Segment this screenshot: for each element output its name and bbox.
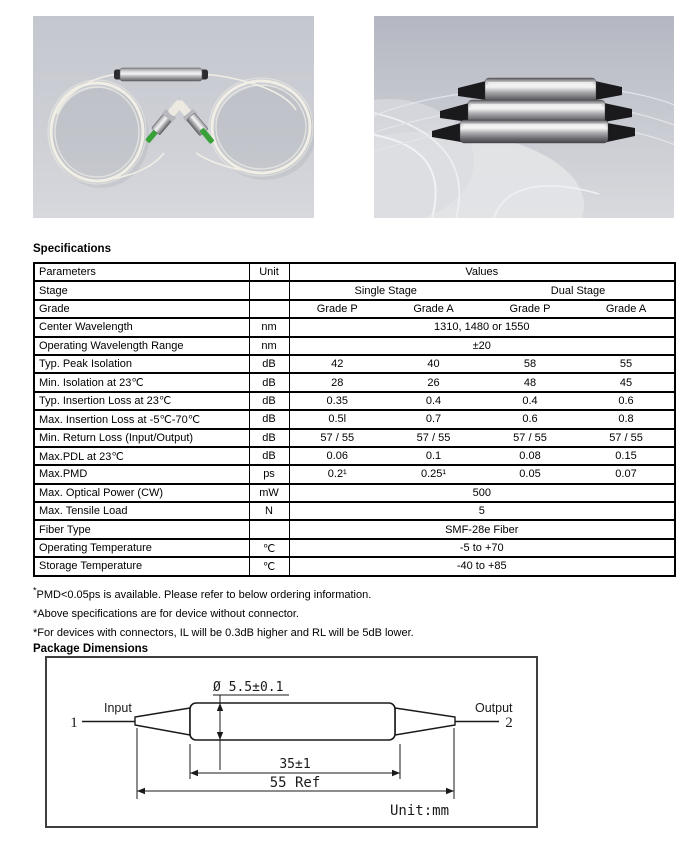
table-row [34, 539, 675, 557]
table-row [34, 447, 675, 465]
port-2-label: 2 [505, 715, 513, 731]
isolator-cylinder-bottom [432, 120, 635, 143]
param-cell: Max. Optical Power (CW) [34, 484, 249, 502]
product-photo-isolator-group [374, 16, 674, 218]
table-row [34, 502, 675, 520]
unit-cell: dB [249, 392, 289, 410]
grade-cell: Grade A [385, 300, 482, 318]
table-row-header [34, 263, 675, 281]
value-cell: 0.8 [578, 410, 675, 428]
value-cell: 42 [289, 355, 385, 373]
value-cell: 0.25¹ [385, 465, 482, 483]
table-row [34, 484, 675, 502]
value-cell: 28 [289, 373, 385, 391]
param-cell: Min. Isolation at 23℃ [34, 373, 249, 391]
footnote-marker: * [33, 585, 37, 596]
single-isolator-photo-graphic [33, 16, 314, 218]
param-cell: Center Wavelength [34, 318, 249, 336]
dimension-diagram [47, 658, 536, 826]
stage-single-cell: Single Stage [289, 281, 482, 299]
unit-cell: dB [249, 373, 289, 391]
value-cell: 57 / 55 [482, 429, 578, 447]
param-cell: Max. Insertion Loss at -5℃-70℃ [34, 410, 249, 428]
output-label: Output [475, 701, 513, 715]
port-1-label: 1 [70, 715, 78, 731]
value-cell: -5 to +70 [289, 539, 675, 557]
value-cell: 0.06 [289, 447, 385, 465]
value-cell: 58 [482, 355, 578, 373]
unit-cell: dB [249, 429, 289, 447]
param-cell: Operating Wavelength Range [34, 337, 249, 355]
footnote-marker: * [33, 608, 38, 620]
value-cell: 0.6 [578, 392, 675, 410]
footnote-text: For devices with connectors, IL will be 0.3dB higher and RL will be 5dB lower. [37, 627, 414, 639]
table-row [34, 465, 675, 483]
value-cell: 0.4 [385, 392, 482, 410]
value-cell: 0.7 [385, 410, 482, 428]
value-cell: 57 / 55 [289, 429, 385, 447]
stage-dual-cell: Dual Stage [482, 281, 675, 299]
table-row [34, 318, 675, 336]
product-photo-single-isolator [33, 16, 314, 218]
param-cell: Typ. Peak Isolation [34, 355, 249, 373]
header-parameters-cell: Parameters [34, 263, 249, 281]
table-row [34, 373, 675, 391]
value-cell: 0.4 [482, 392, 578, 410]
unit-cell: dB [249, 447, 289, 465]
stage-unit-cell [249, 281, 289, 299]
param-cell: Storage Temperature [34, 557, 249, 575]
value-cell: 5 [289, 502, 675, 520]
right-boot-outline [395, 708, 455, 735]
unit-cell: ℃ [249, 557, 289, 575]
value-cell: 0.08 [482, 447, 578, 465]
input-label: Input [104, 701, 132, 715]
unit-cell: mW [249, 484, 289, 502]
isolator-cylinder [114, 68, 208, 81]
table-row [34, 410, 675, 428]
header-unit-cell: Unit [249, 263, 289, 281]
package-dimensions-drawing [45, 656, 538, 828]
value-cell: 0.6 [482, 410, 578, 428]
specifications-table [33, 262, 676, 577]
footnote-marker: * [33, 627, 38, 639]
footnote-text: Above specifications are for device without connector. [37, 608, 299, 620]
table-row [34, 429, 675, 447]
value-cell: SMF-28e Fiber [289, 520, 675, 538]
table-row [34, 337, 675, 355]
value-cell: 0.1 [385, 447, 482, 465]
unit-cell: dB [249, 355, 289, 373]
value-cell: 1310, 1480 or 1550 [289, 318, 675, 336]
grade-cell: Grade P [289, 300, 385, 318]
unit-cell: N [249, 502, 289, 520]
value-cell: 26 [385, 373, 482, 391]
grade-label-cell: Grade [34, 300, 249, 318]
package-dimensions-heading: Package Dimensions [33, 643, 149, 655]
value-cell: 57 / 55 [385, 429, 482, 447]
unit-cell: ps [249, 465, 289, 483]
value-cell: 500 [289, 484, 675, 502]
param-cell: Fiber Type [34, 520, 249, 538]
footnote-no-connector [33, 605, 414, 624]
param-cell: Typ. Insertion Loss at 23℃ [34, 392, 249, 410]
unit-cell: ℃ [249, 539, 289, 557]
table-row [34, 392, 675, 410]
left-boot-outline [135, 708, 190, 735]
body-length-label: 35±1 [279, 757, 311, 772]
footnotes [33, 586, 414, 643]
table-row [34, 520, 675, 538]
table-row [34, 355, 675, 373]
stage-label-cell: Stage [34, 281, 249, 299]
value-cell: 40 [385, 355, 482, 373]
value-cell: 0.35 [289, 392, 385, 410]
unit-cell: nm [249, 337, 289, 355]
footnote-pmd [33, 586, 414, 605]
param-cell: Max. Tensile Load [34, 502, 249, 520]
grade-cell: Grade P [482, 300, 578, 318]
table-row-grade [34, 300, 675, 318]
value-cell: 48 [482, 373, 578, 391]
table-row-stage [34, 281, 675, 299]
param-cell: Min. Return Loss (Input/Output) [34, 429, 249, 447]
value-cell: 0.2¹ [289, 465, 385, 483]
value-cell: 0.15 [578, 447, 675, 465]
value-cell: -40 to +85 [289, 557, 675, 575]
footnote-text: PMD<0.05ps is available. Please refer to below ordering information. [36, 589, 372, 601]
value-cell: 0.5l [289, 410, 385, 428]
overall-length-label: 55 Ref [269, 775, 321, 791]
value-cell: 57 / 55 [578, 429, 675, 447]
param-cell: Max.PMD [34, 465, 249, 483]
param-cell: Max.PDL at 23℃ [34, 447, 249, 465]
value-cell: ±20 [289, 337, 675, 355]
specifications-heading: Specifications [33, 243, 111, 255]
isolator-group-photo-graphic [374, 16, 674, 218]
value-cell: 0.05 [482, 465, 578, 483]
value-cell: 45 [578, 373, 675, 391]
unit-cell [249, 520, 289, 538]
header-values-cell: Values [289, 263, 675, 281]
diameter-label: Ø 5.5±0.1 [213, 680, 284, 695]
grade-cell: Grade A [578, 300, 675, 318]
table-row [34, 557, 675, 575]
param-cell: Operating Temperature [34, 539, 249, 557]
footnote-with-connector [33, 624, 414, 643]
grade-unit-cell [249, 300, 289, 318]
unit-cell: nm [249, 318, 289, 336]
unit-cell: dB [249, 410, 289, 428]
unit-note: Unit:mm [390, 803, 450, 819]
value-cell: 55 [578, 355, 675, 373]
value-cell: 0.07 [578, 465, 675, 483]
